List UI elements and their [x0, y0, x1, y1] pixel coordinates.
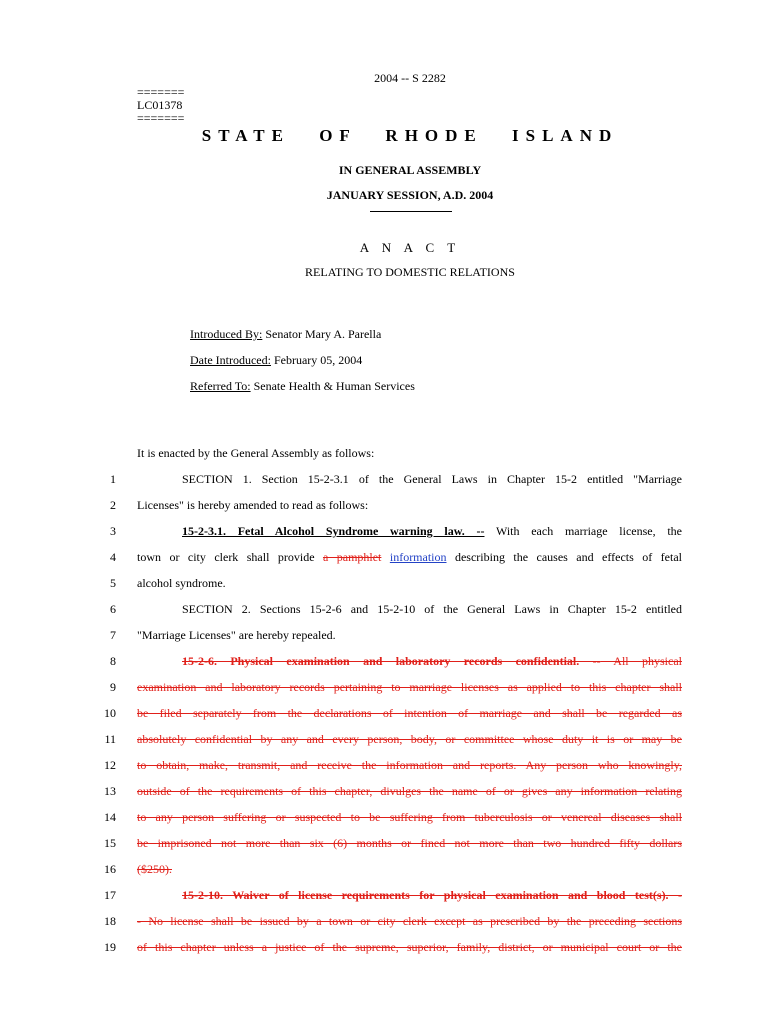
- deleted-text: be filed separately from the declarations of intention of marriage and shall be regarded as: [137, 706, 682, 720]
- bill-line: [137, 758, 682, 773]
- introduced-by: [190, 327, 381, 342]
- deleted-text: absolutely confidential by any and every person, body, or committee whose duty it is or may be: [137, 732, 682, 746]
- line-number: 17: [104, 888, 116, 902]
- deleted-text: All physical: [600, 654, 682, 668]
- line-number: 7: [110, 628, 116, 642]
- separator-bottom: =======: [137, 111, 185, 125]
- bill-line: [137, 628, 682, 643]
- line-number: 13: [104, 784, 116, 798]
- bill-line: [137, 498, 682, 513]
- bill-line: [137, 784, 682, 799]
- act-subject: RELATING TO DOMESTIC RELATIONS: [305, 265, 515, 279]
- line-number: 6: [110, 602, 116, 616]
- line-number: 19: [104, 940, 116, 954]
- referred-to: [190, 379, 415, 394]
- bill-number: 2004 -- S 2282: [374, 71, 446, 85]
- state-title: STATE OF RHODE ISLAND: [201, 126, 619, 145]
- line-number: 1: [110, 472, 116, 486]
- bill-line: [137, 888, 682, 903]
- session-heading: JANUARY SESSION, A.D. 2004: [326, 188, 494, 202]
- lc-number: LC01378: [137, 98, 183, 112]
- deleted-text: a pamphlet: [322, 550, 382, 564]
- line-text: "Marriage Licenses" are hereby repealed.: [137, 628, 336, 642]
- bill-line: [137, 576, 682, 591]
- deleted-text: of this chapter unless a justice of the supreme, superior, family, district, or municipal court or the: [137, 940, 682, 954]
- heading-rule: [370, 211, 452, 212]
- line-number: 10: [104, 706, 116, 720]
- line-text: [381, 550, 389, 564]
- separator-top: =======: [137, 85, 185, 99]
- line-number: 2: [110, 498, 116, 512]
- line-text: 15-2-3.1. Fetal Alcohol Syndrome warning law. --: [182, 524, 485, 538]
- line-text: town or city clerk shall provide: [137, 550, 323, 564]
- introduced-by-value: Senator Mary A. Parella: [262, 327, 382, 341]
- line-number: 16: [104, 862, 116, 876]
- referred-to-label: Referred To:: [190, 379, 251, 393]
- bill-line: [137, 732, 682, 747]
- enacting-clause: It is enacted by the General Assembly as follows:: [137, 446, 375, 460]
- bill-line: [137, 524, 682, 539]
- line-text: SECTION 1. Section 15-2-3.1 of the General Laws in Chapter 15-2 entitled "Marriage: [182, 472, 682, 486]
- line-number: 15: [104, 836, 116, 850]
- bill-line: [137, 836, 682, 851]
- bill-line: [137, 550, 682, 565]
- line-text: With each marriage license, the: [484, 524, 683, 538]
- introduced-by-label: Introduced By:: [190, 327, 263, 341]
- line-text: describing the causes and effects of fetal: [446, 550, 682, 564]
- bill-line: [137, 940, 682, 955]
- deleted-text: examination and laboratory records pertaining to marriage licenses as applied to this chapter shall: [137, 680, 682, 694]
- line-number: 14: [104, 810, 116, 824]
- line-number: 11: [104, 732, 116, 746]
- bill-line: [137, 862, 682, 877]
- bill-line: [137, 472, 682, 487]
- line-number: 12: [104, 758, 116, 772]
- bill-line: [137, 602, 682, 617]
- bill-line: [137, 654, 682, 669]
- inserted-text[interactable]: information: [389, 550, 447, 564]
- deleted-text: ($250).: [137, 862, 172, 876]
- date-introduced: [190, 353, 362, 368]
- line-number: 3: [110, 524, 116, 538]
- deleted-text: to any person suffering or suspected to be suffering from tuberculosis or venereal diseases shall: [137, 810, 682, 824]
- deleted-text: 15-2-10. Waiver of license requirements for physical examination and blood test(s). -: [182, 888, 682, 902]
- act-heading: A N A C T: [359, 240, 461, 255]
- deleted-text: 15-2-6. Physical examination and laboratory records confidential. --: [182, 654, 601, 668]
- line-number: 9: [110, 680, 116, 694]
- referred-to-value: Senate Health & Human Services: [250, 379, 415, 393]
- bill-line: [137, 810, 682, 825]
- line-text: Licenses" is hereby amended to read as follows:: [137, 498, 369, 512]
- bill-line: [137, 914, 682, 929]
- line-number: 18: [104, 914, 116, 928]
- line-number: 5: [110, 576, 116, 590]
- date-introduced-value: February 05, 2004: [270, 353, 363, 367]
- line-text: alcohol syndrome.: [137, 576, 226, 590]
- date-introduced-label: Date Introduced:: [190, 353, 271, 367]
- line-number: 8: [110, 654, 116, 668]
- bill-line: [137, 706, 682, 721]
- line-text: SECTION 2. Sections 15-2-6 and 15-2-10 of the General Laws in Chapter 15-2 entitled: [182, 602, 682, 616]
- deleted-text: be imprisoned not more than six (6) months or fined not more than two hundred fifty dollars: [137, 836, 682, 850]
- line-number: 4: [110, 550, 116, 564]
- assembly-heading: IN GENERAL ASSEMBLY: [338, 163, 482, 177]
- bill-line: [137, 680, 682, 695]
- deleted-text: outside of the requirements of this chapter, divulges the name of or gives any information relating: [137, 784, 682, 798]
- deleted-text: to obtain, make, transmit, and receive the information and reports. Any person who knowingly,: [137, 758, 682, 772]
- deleted-text: - No license shall be issued by a town or city clerk except as prescribed by the preceding sections: [137, 914, 682, 928]
